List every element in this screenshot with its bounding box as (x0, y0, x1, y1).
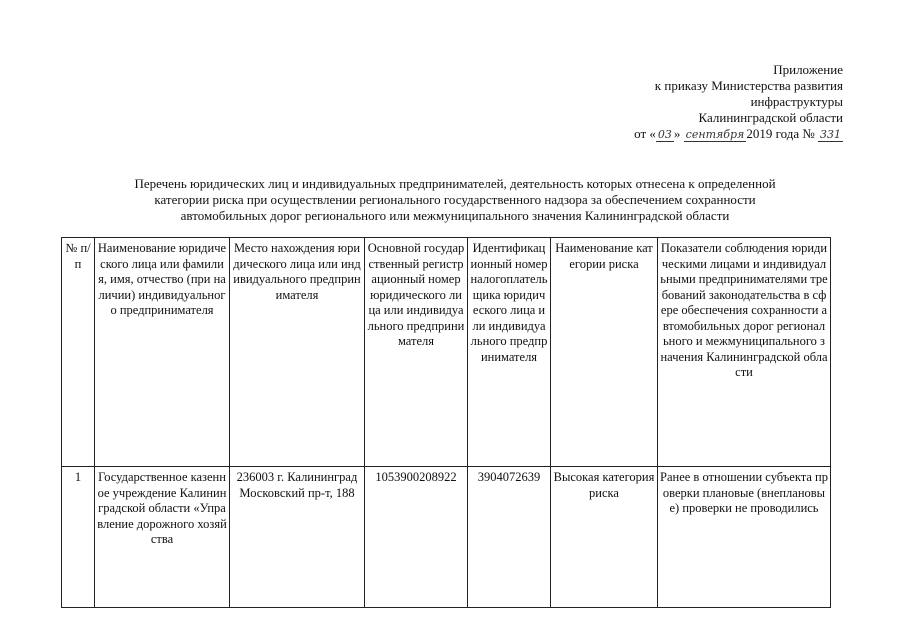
cell-number: 1 (62, 467, 95, 608)
order-number-handwritten: 331 (820, 128, 841, 141)
appendix-title: Приложение (773, 62, 843, 77)
date-mid: » (673, 126, 681, 141)
date-day-handwritten: 03 (657, 128, 672, 141)
document-title (70, 176, 840, 224)
cell-ogrn: 1053900208922 (365, 467, 468, 608)
title-line-1: Перечень юридических лиц и индивидуальных предпринимателей, деятельность которых отнесена к определенной (134, 176, 776, 191)
header-address: Место нахождения юридического лица или индивидуального предпринимателя (230, 238, 365, 467)
registry-table (61, 237, 831, 608)
header-number: № п/п (62, 238, 95, 467)
date-year: 2019 года № (746, 126, 815, 141)
cell-indicators: Ранее в отношении субъекта проверки плановые (внеплановые) проверки не проводились (658, 467, 831, 608)
cell-name: Государственное казенное учреждение Калининградской области «Управление дорожного хозяйства (95, 467, 230, 608)
table-row (62, 467, 831, 608)
header-risk-category: Наименование категории риска (551, 238, 658, 467)
header-indicators: Показатели соблюдения юридическими лицами и индивидуальными предпринимателями требований законодательства в сфере обеспечения сохранности автомобильных дорог регионального и межмуниципального значения Калининградской области (658, 238, 831, 467)
cell-inn: 3904072639 (468, 467, 551, 608)
appendix-block (583, 62, 843, 143)
date-prefix: от « (634, 126, 656, 141)
cell-address: 236003 г. Калининград Московский пр-т, 188 (230, 467, 365, 608)
appendix-region: Калининградской области (698, 110, 843, 125)
appendix-ministry: инфраструктуры (750, 94, 843, 109)
title-line-3: автомобильных дорог регионального или межмуниципального значения Калининградской области (180, 208, 730, 223)
header-name: Наименование юридического лица или фамилия, имя, отчество (при наличии) индивидуального предпринимателя (95, 238, 230, 467)
title-line-2: категории риска при осуществлении регионального государственного надзора за обеспечением сохранности (154, 192, 756, 207)
cell-risk-category: Высокая категория риска (551, 467, 658, 608)
date-month-handwritten: сентября (685, 128, 745, 141)
appendix-order-ref: к приказу Министерства развития (654, 78, 843, 93)
table-header-row (62, 238, 831, 467)
header-inn: Идентификационный номер налогоплательщика юридического лица или индивидуального предпринимателя (468, 238, 551, 467)
header-ogrn: Основной государственный регистрационный номер юридического лица или индивидуального предпринимателя (365, 238, 468, 467)
appendix-date-line (583, 126, 843, 143)
